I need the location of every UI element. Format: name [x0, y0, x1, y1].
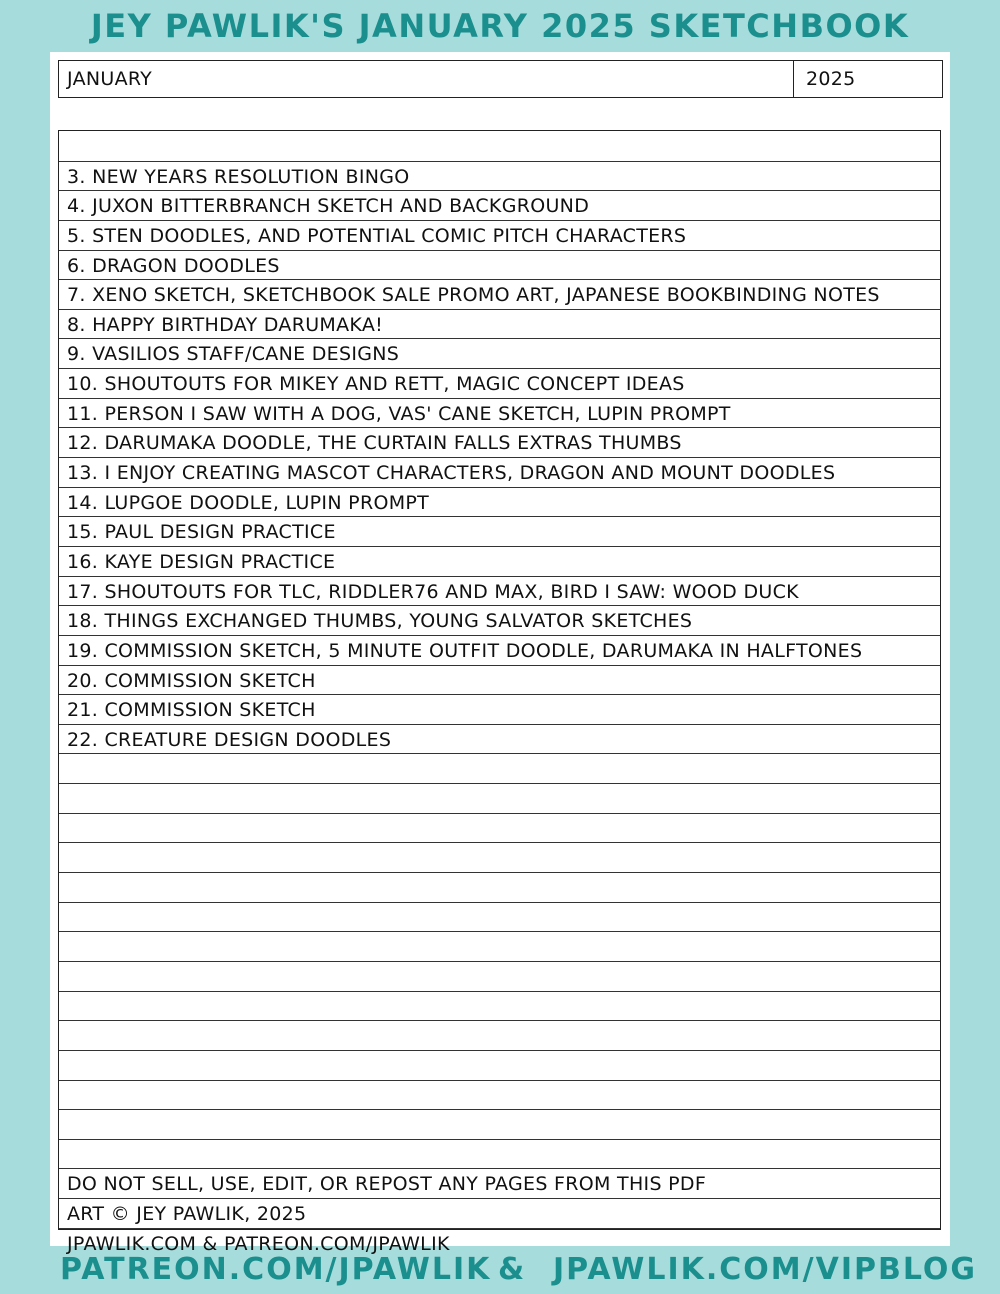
list-item [59, 1109, 940, 1139]
month-label: JANUARY [59, 61, 794, 97]
header-box [58, 60, 943, 98]
list-item: 5. STEN DOODLES, AND POTENTIAL COMIC PITCH CHARACTERS [59, 220, 940, 250]
list-item [59, 872, 940, 902]
list-item: JPAWLIK.COM & PATREON.COM/JPAWLIK [59, 1228, 940, 1258]
list-item [59, 842, 940, 872]
list-item: 16. KAYE DESIGN PRACTICE [59, 546, 940, 576]
list-item [59, 1050, 940, 1080]
list-item: 18. THINGS EXCHANGED THUMBS, YOUNG SALVATOR SKETCHES [59, 605, 940, 635]
list-item: 15. PAUL DESIGN PRACTICE [59, 516, 940, 546]
list-item [59, 1020, 940, 1050]
list-item: 14. LUPGOE DOODLE, LUPIN PROMPT [59, 487, 940, 517]
ampersand-separator: & [498, 1252, 527, 1287]
sketchbook-index-page [50, 52, 950, 1255]
list-item [59, 931, 940, 961]
list-item [59, 753, 940, 783]
list-item: 21. COMMISSION SKETCH [59, 694, 940, 724]
list-item: 4. JUXON BITTERBRANCH SKETCH AND BACKGROUND [59, 190, 940, 220]
list-item [59, 991, 940, 1021]
list-item: DO NOT SELL, USE, EDIT, OR REPOST ANY PAGES FROM THIS PDF [59, 1168, 940, 1198]
list-item [59, 813, 940, 843]
list-item [59, 1139, 940, 1169]
list-item: 19. COMMISSION SKETCH, 5 MINUTE OUTFIT DOODLE, DARUMAKA IN HALFTONES [59, 635, 940, 665]
list-item: 11. PERSON I SAW WITH A DOG, VAS' CANE SKETCH, LUPIN PROMPT [59, 398, 940, 428]
list-item: 17. SHOUTOUTS FOR TLC, RIDDLER76 AND MAX, BIRD I SAW: WOOD DUCK [59, 576, 940, 606]
vipblog-link[interactable]: JPAWLIK.COM/VIPBLOG [553, 1252, 978, 1287]
list-item: 12. DARUMAKA DOODLE, THE CURTAIN FALLS EXTRAS THUMBS [59, 427, 940, 457]
list-item: ART © JEY PAWLIK, 2025 [59, 1198, 940, 1228]
list-item [59, 902, 940, 932]
list-item [59, 131, 940, 161]
list-item [59, 1080, 940, 1110]
list-item [59, 783, 940, 813]
list-item: 10. SHOUTOUTS FOR MIKEY AND RETT, MAGIC CONCEPT IDEAS [59, 368, 940, 398]
page-title: JEY PAWLIK'S JANUARY 2025 SKETCHBOOK [90, 7, 910, 45]
list-item: 22. CREATURE DESIGN DOODLES [59, 724, 940, 754]
entry-list [58, 130, 941, 1255]
list-item: 8. HAPPY BIRTHDAY DARUMAKA! [59, 309, 940, 339]
list-item: 13. I ENJOY CREATING MASCOT CHARACTERS, DRAGON AND MOUNT DOODLES [59, 457, 940, 487]
list-item: 20. COMMISSION SKETCH [59, 665, 940, 695]
patreon-link[interactable]: PATREON.COM/JPAWLIK [60, 1252, 492, 1287]
list-item [59, 961, 940, 991]
year-label: 2025 [806, 68, 856, 90]
list-item: 9. VASILIOS STAFF/CANE DESIGNS [59, 338, 940, 368]
list-item: 3. NEW YEARS RESOLUTION BINGO [59, 161, 940, 191]
list-item: 6. DRAGON DOODLES [59, 250, 940, 280]
list-item: 7. XENO SKETCH, SKETCHBOOK SALE PROMO ART, JAPANESE BOOKBINDING NOTES [59, 279, 940, 309]
footer-links [0, 1248, 1000, 1292]
